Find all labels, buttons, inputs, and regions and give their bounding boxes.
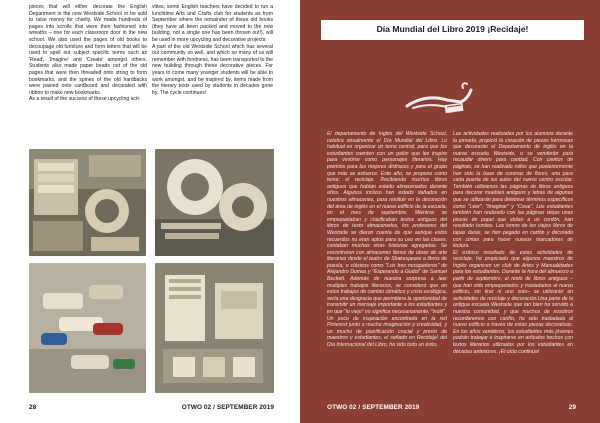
book-tree-illustration	[403, 78, 475, 118]
title-banner	[321, 20, 584, 40]
bookmarks-photo	[155, 263, 274, 393]
right-page-column-1: El departamento de Inglés del Westside School, celebra anualmente el Día Mundial del Libro. Lo habitual es organizar un tema central, para que los estudiantes cuenten con un galón que les inspire para vestirse como personajes literarios. Hay premios para los mejores disfraces y para el grupo que más se esfuerce. Este año, se propone como tema: el reciclaje. Recibiendo muchos libros antiguos que habían estado almacenados durante años. Algunos incluso han estado dañados en nuestros almacenes, para restituir en la decoración del área de inglés en el nuevo edificio de la escuela, en el mes de septiembre. Mientras se empaquetaban y clasificaban textos antiguos del libros de texto almacenados, los profesores del Westside se dieron cuenta de que aunque estos recuerdos no eran aptos para su uso en las clases, contaban muchas otras historias agregadas. Se encontraron con almacenes llenos de obras de arte literarias desde el teatro de Shakespeare a libros de poesía, o clásicos como "Los tres mosqueteros" de Alejandro Dumas y "Esperando a Godot" de Samuel Beckett. Además de nuestra sorpresa a leer multiples trabajos literarios, se consideró que en estos trabajos de cambio climático y crisis ecológica, sería una desgracia que permitiera la oportunidad de transmitir un mensaje importante a los estudiantes y en que "lo viejo" no significa necesariamente, "inútil". Un poco de inspiración encontrada en la red Pinterest junto a mucha imaginación y creatividad, y un mucho de planificación crucial y previo de maestros y estudiantes, el señado en Recidaje! del Día Internacional del Libro, ha sido todo un éxito.	[327, 131, 447, 348]
book-crafts-photo	[29, 149, 146, 256]
page-number-left: 28	[29, 404, 37, 411]
left-page-column-1: pieces that will either decorate the English Department in the new Westside School or be sold to raise money for charity. We made hundreds of pages into scrolls that were then fashioned into wreaths – one for each classroom door in the new school. We also used the pages of old books to decoupage old furniture and form letters that will be used to spell out subject specific terms such as 'Read', 'Imagine' and 'Create' amongst others. Students also made paper beads out of the old pages that were then threaded onto string to form bookmarks, and the spines of the old hardbacks were pasted onto cardboard and decorated with ribbon to make new bookmarks. As a result of the success of these upcycling acti-	[29, 4, 147, 103]
left-page-column-2: vities, some English teachers have decided to run a lunchtime Arts and Crafts club for students as from September where the remainder of these old books (they have all been packed and moved to the new building, not a single one has been thrown out!), will be used in more upcycling and decorative projects. A part of the old Westside School which has several our community so well, and which so many of us will remember with fondness, has been transported to the new building through these decorative pieces. For years to come many younger students will be able to work amongst, and be inspired by, items made from the literary texts used by students in decades gone by. The cycle continues!	[152, 4, 273, 96]
paper-beads-photo	[29, 263, 146, 393]
right-page	[300, 0, 600, 423]
running-footer-right: OTWO 02 / SEPTEMBER 2019	[327, 404, 420, 411]
running-footer-left: OTWO 02 / SEPTEMBER 2019	[181, 404, 274, 411]
page-number-right: 29	[568, 404, 576, 411]
right-page-column-2: Las actividades realizadas por los alumnos durante la jornada, propició la creación de piezas hermosas que decorarán el Departamento de inglés en la nueva escuela Westside, o se venderán para recaudar dinero para caridad. Con cientos de páginas, se han realizado rollos que posteriormente han sido la base de coronas de flores, una para cada puerta de las aulas del nuevo centro escolar. También utilizamos las páginas de libros antiguos para decorar muebles antiguos y letras de algunas que se utilizarán para deletrear términos específicos como "Leer", "Imaginar" y "Crear". Los estudiantes también han realizado con las páginas viejas unas piezas de papel que ahilan a un cordón, han resultado bonitas. Los lomos de los viejos libros de tapas duras, se han pegado en cartón y decorado con cintas para hacer nuevos marcadores de lectura. El exitoso resultado de estas actividades de reciclaje, ha propiciado que algunos maestros de Inglés organicen un club de Artes y Manualidades para los estudiantes. Durante la hora del almuerzo a partir de septiembre, el resto de libros antiguos – que han sido empaquetados y trasladados al nuevo edificio, sin tirar ni uno solo– se utilizarán en actividades de reciclaje y decoración.Una parte de la antigua escuela Westside que tan bien ha servido a nuestra comunidad, y que muchos de nosotros recordaremos con cariño, ha sido trasladada al nuevo edificio a través de estas piezas decorativas. En los años venideros, los estudiantes más jóvenes podrán trabajar e inspirarse en artículos hechos con textos literarios utilizados por los estudiantes en décadas anteriores. ¡El ciclo continúa!	[453, 131, 573, 355]
article-title: Día Mundial del Libro 2019 ¡Recidaje!	[376, 24, 529, 34]
paper-wreath-photo	[155, 149, 274, 256]
